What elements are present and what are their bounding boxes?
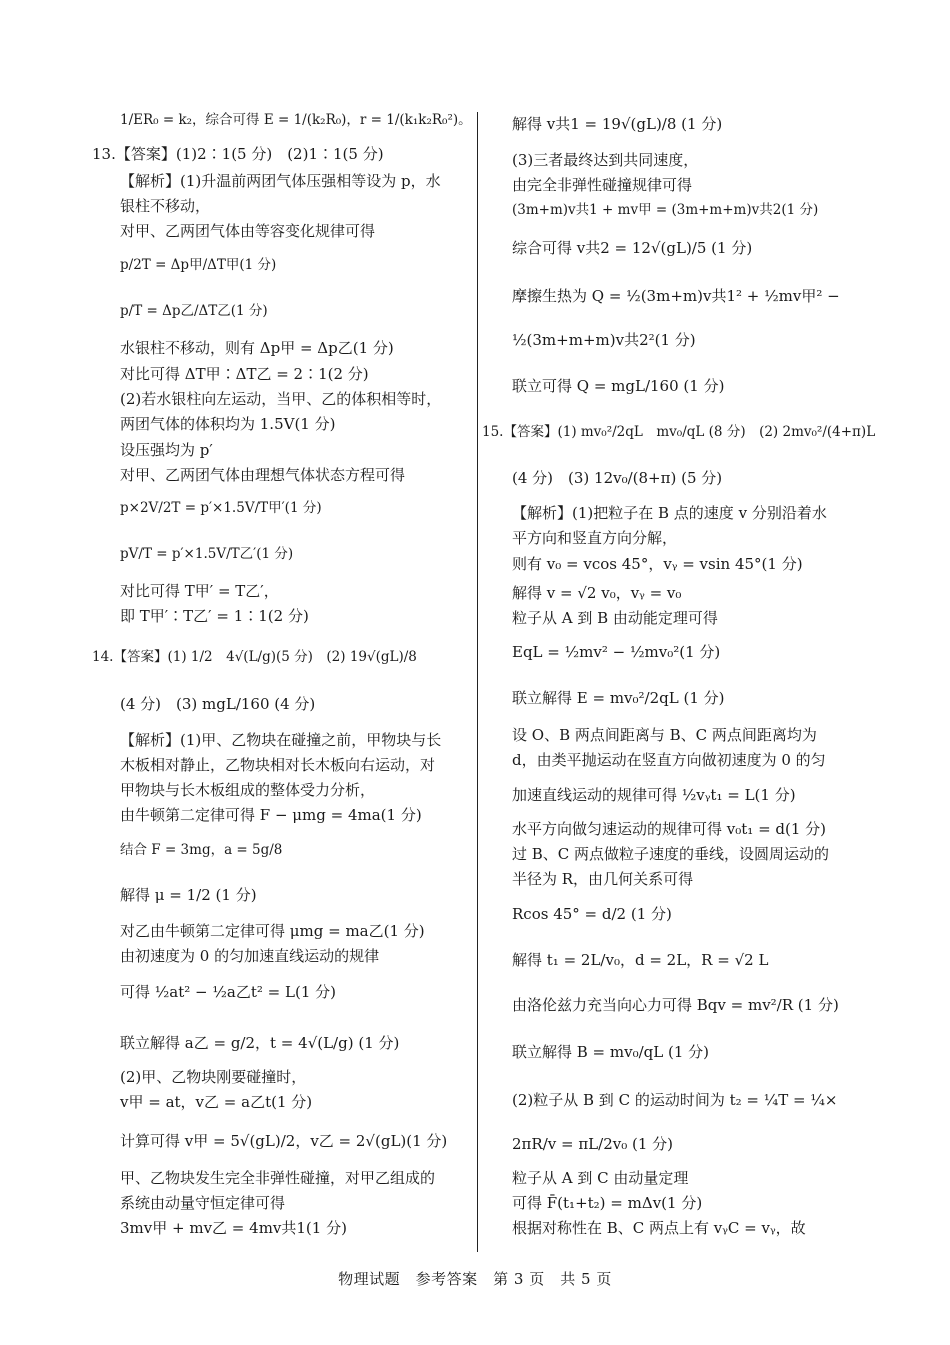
right-text-line: Rcos 45° = d/2 (1 分) xyxy=(512,905,672,923)
left-text-line: 银柱不移动， xyxy=(120,197,211,215)
left-text-line: 对比可得 ΔT甲∶ΔT乙 = 2∶1(2 分) xyxy=(120,365,369,383)
left-text-line: (4 分) (3) mgL/160 (4 分) xyxy=(120,695,316,713)
right-text-line: 综合可得 v共2 = 12√(gL)/5 (1 分) xyxy=(512,239,753,257)
right-text-line: d，由类平抛运动在竖直方向做初速度为 0 的匀 xyxy=(512,751,826,769)
left-text-line: 由初速度为 0 的匀加速直线运动的规律 xyxy=(120,947,380,965)
right-text-line: 由洛伦兹力充当向心力可得 Bqv = mv²/R (1 分) xyxy=(512,996,839,1014)
left-text-line: 两团气体的体积均为 1.5V(1 分) xyxy=(120,415,336,433)
right-text-line: 联立解得 B = mv₀/qL (1 分) xyxy=(512,1043,710,1061)
right-text-line: 解得 v共1 = 19√(gL)/8 (1 分) xyxy=(512,115,723,133)
left-text-line: 结合 F = 3mg，a = 5g/8 xyxy=(120,842,283,858)
right-text-line: 解得 t₁ = 2L/v₀，d = 2L，R = √2 L xyxy=(512,951,769,969)
right-text-line: 2πR/v = πL/2v₀ (1 分) xyxy=(512,1135,674,1153)
right-text-line: 设 O、B 两点间距离与 B、C 两点间距离均为 xyxy=(512,726,817,744)
right-text-line: 粒子从 A 到 B 由动能定理可得 xyxy=(512,609,718,627)
left-text-line: 联立解得 a乙 = g/2，t = 4√(L/g) (1 分) xyxy=(120,1034,400,1052)
right-text-line: 【解析】(1)把粒子在 B 点的速度 v 分别沿着水 xyxy=(512,504,827,522)
right-text-line: 根据对称性在 B、C 两点上有 vᵧC = vᵧ，故 xyxy=(512,1219,806,1237)
right-text-line: 解得 v = √2 v₀，vᵧ = v₀ xyxy=(512,584,682,602)
left-text-line: v甲 = at，v乙 = a乙t(1 分) xyxy=(120,1093,313,1111)
left-text-line: 由牛顿第二定律可得 F − μmg = 4ma(1 分) xyxy=(120,806,422,824)
left-text-line: p×2V/2T = p′×1.5V/T甲′(1 分) xyxy=(120,500,322,516)
right-text-line: 可得 F̄(t₁+t₂) = mΔv(1 分) xyxy=(512,1194,703,1212)
right-text-line: 过 B、C 两点做粒子速度的垂线，设圆周运动的 xyxy=(512,845,830,863)
left-text-line: 【解析】(1)甲、乙物块在碰撞之前，甲物块与长 xyxy=(120,731,442,749)
right-text-line: (4 分) (3) 12v₀/(8+π) (5 分) xyxy=(512,469,723,487)
column-divider xyxy=(477,112,478,1252)
right-text-line: EqL = ½mv² − ½mv₀²(1 分) xyxy=(512,643,721,661)
right-text-line: 平方向和竖直方向分解， xyxy=(512,529,678,547)
left-text-line: 对甲、乙两团气体由理想气体状态方程可得 xyxy=(120,466,406,484)
left-text-line: 解得 μ = 1/2 (1 分) xyxy=(120,886,257,904)
right-text-line: 由完全非弹性碰撞规律可得 xyxy=(512,176,693,194)
left-text-line: 系统由动量守恒定律可得 xyxy=(120,1194,286,1212)
left-text-line: 计算可得 v甲 = 5√(gL)/2，v乙 = 2√(gL)(1 分) xyxy=(120,1132,448,1150)
left-text-line: 【解析】(1)升温前两团气体压强相等设为 p，水 xyxy=(120,172,441,190)
page-footer: 物理试题 参考答案 第 3 页 共 5 页 xyxy=(338,1270,612,1288)
left-text-line: 甲、乙物块发生完全非弹性碰撞，对甲乙组成的 xyxy=(120,1169,436,1187)
left-text-line: 水银柱不移动，则有 Δp甲 = Δp乙(1 分) xyxy=(120,339,394,357)
left-text-line: (2)若水银柱向左运动，当甲、乙的体积相等时， xyxy=(120,390,442,408)
left-text-line: 即 T甲′∶T乙′ = 1∶1(2 分) xyxy=(120,607,309,625)
left-text-line: 设压强均为 p′ xyxy=(120,441,213,459)
right-text-line: 摩擦生热为 Q = ½(3m+m)v共1² + ½mv甲² − xyxy=(512,287,840,305)
right-text-line: 联立解得 E = mv₀²/2qL (1 分) xyxy=(512,689,725,707)
right-text-line: 15.【答案】(1) mv₀²/2qL mv₀/qL (8 分) (2) 2mv₀²/(4+π)L xyxy=(482,424,876,440)
left-text-line: 1/ER₀ = k₂，综合可得 E = 1/(k₂R₀)，r = 1/(k₁k₂R₀²)。 xyxy=(120,112,472,128)
right-text-line: 加速直线运动的规律可得 ½vᵧt₁ = L(1 分) xyxy=(512,786,796,804)
right-text-line: 水平方向做匀速运动的规律可得 v₀t₁ = d(1 分) xyxy=(512,820,827,838)
right-text-line: ½(3m+m+m)v共2²(1 分) xyxy=(512,331,696,349)
left-text-line: 13.【答案】(1)2∶1(5 分) (2)1∶1(5 分) xyxy=(92,145,384,163)
right-text-line: (2)粒子从 B 到 C 的运动时间为 t₂ = ¼T = ¼× xyxy=(512,1091,838,1109)
right-text-line: 则有 v₀ = vcos 45°，vᵧ = vsin 45°(1 分) xyxy=(512,555,803,573)
left-text-line: 可得 ½at² − ½a乙t² = L(1 分) xyxy=(120,983,336,1001)
right-text-line: 粒子从 A 到 C 由动量定理 xyxy=(512,1169,689,1187)
left-text-line: 对比可得 T甲′ = T乙′， xyxy=(120,582,279,600)
right-text-line: (3m+m)v共1 + mv甲 = (3m+m+m)v共2(1 分) xyxy=(512,202,819,218)
right-text-line: 半径为 R，由几何关系可得 xyxy=(512,870,694,888)
left-text-line: 木板相对静止，乙物块相对长木板向右运动，对 xyxy=(120,756,436,774)
left-text-line: (2)甲、乙物块刚要碰撞时， xyxy=(120,1068,307,1086)
left-text-line: 14.【答案】(1) 1/2 4√(L/g)(5 分) (2) 19√(gL)/8 xyxy=(92,649,417,665)
right-text-line: (3)三者最终达到共同速度， xyxy=(512,151,699,169)
left-text-line: pV/T = p′×1.5V/T乙′(1 分) xyxy=(120,546,294,562)
left-text-line: 对甲、乙两团气体由等容变化规律可得 xyxy=(120,222,376,240)
left-text-line: p/T = Δp乙/ΔT乙(1 分) xyxy=(120,303,268,319)
left-text-line: 对乙由牛顿第二定律可得 μmg = ma乙(1 分) xyxy=(120,922,425,940)
left-text-line: 3mv甲 + mv乙 = 4mv共1(1 分) xyxy=(120,1219,347,1237)
right-text-line: 联立可得 Q = mgL/160 (1 分) xyxy=(512,377,725,395)
left-text-line: 甲物块与长木板组成的整体受力分析， xyxy=(120,781,376,799)
left-text-line: p/2T = Δp甲/ΔT甲(1 分) xyxy=(120,257,277,273)
